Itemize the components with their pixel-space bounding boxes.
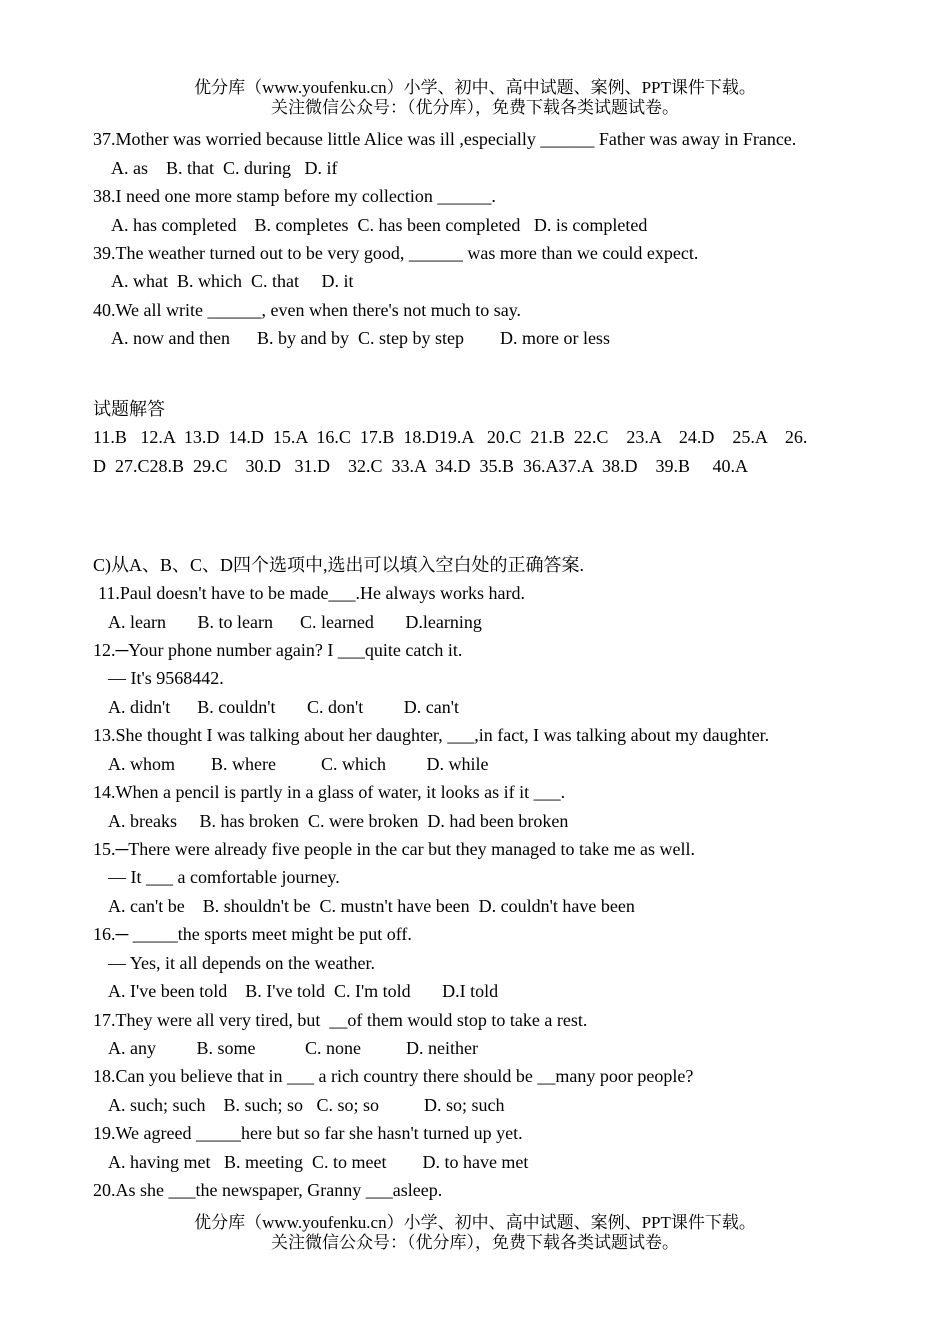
question-37: 37.Mother was worried because little Alice was ill ,especially ______ Father was away in France.: [93, 129, 797, 149]
question-11: 11.Paul doesn't have to be made___.He always works hard.: [98, 583, 525, 603]
footer-line-1: 优分库（www.youfenku.cn）小学、初中、高中试题、案例、PPT课件下载。: [194, 1213, 756, 1232]
footer-line-2: 关注微信公众号：（优分库），免费下载各类试题试卷。: [271, 1233, 679, 1252]
options-12: A. didn't B. couldn't C. don't D. can't: [108, 697, 459, 717]
options-17: A. any B. some C. none D. neither: [108, 1038, 478, 1058]
section-c-instruction: C)从A、B、C、D四个选项中,选出可以填入空白处的正确答案.: [93, 555, 585, 575]
options-15: A. can't be B. shouldn't be C. mustn't have been D. couldn't have been: [108, 896, 635, 916]
options-13: A. whom B. where C. which D. while: [108, 754, 489, 774]
options-38: A. has completed B. completes C. has been completed D. is completed: [111, 215, 648, 235]
question-15: 15.─There were already five people in the car but they managed to take me as well.: [93, 839, 695, 859]
question-39: 39.The weather turned out to be very good, ______ was more than we could expect.: [93, 243, 699, 263]
dialogue-12: — It's 9568442.: [108, 668, 224, 688]
dialogue-15: — It ___ a comfortable journey.: [108, 867, 340, 887]
options-16: A. I've been told B. I've told C. I'm told D.I told: [108, 981, 499, 1001]
answer-key-line-2: D 27.C28.B 29.C 30.D 31.D 32.C 33.A 34.D 35.B 36.A37.A 38.D 39.B 40.A: [93, 456, 749, 476]
header-line-1: 优分库（www.youfenku.cn）小学、初中、高中试题、案例、PPT课件下载。: [194, 78, 756, 97]
question-38: 38.I need one more stamp before my collection ______.: [93, 186, 496, 206]
options-11: A. learn B. to learn C. learned D.learning: [108, 612, 482, 632]
answer-key-title: 试题解答: [93, 399, 165, 419]
question-16: 16.─ _____the sports meet might be put off.: [93, 924, 412, 944]
options-39: A. what B. which C. that D. it: [111, 271, 354, 291]
options-40: A. now and then B. by and by C. step by step D. more or less: [111, 328, 610, 348]
question-19: 19.We agreed _____here but so far she hasn't turned up yet.: [93, 1123, 523, 1143]
dialogue-16: — Yes, it all depends on the weather.: [108, 953, 375, 973]
question-20: 20.As she ___the newspaper, Granny ___asleep.: [93, 1180, 443, 1200]
question-12: 12.─Your phone number again? I ___quite catch it.: [93, 640, 463, 660]
question-40: 40.We all write ______, even when there's not much to say.: [93, 300, 522, 320]
question-13: 13.She thought I was talking about her daughter, ___,in fact, I was talking about my daughter.: [93, 725, 770, 745]
question-14: 14.When a pencil is partly in a glass of water, it looks as if it ___.: [93, 782, 566, 802]
answer-key-line-1: 11.B 12.A 13.D 14.D 15.A 16.C 17.B 18.D19.A 20.C 21.B 22.C 23.A 24.D 25.A 26.: [93, 427, 808, 447]
options-19: A. having met B. meeting C. to meet D. to have met: [108, 1152, 529, 1172]
options-14: A. breaks B. has broken C. were broken D. had been broken: [108, 811, 569, 831]
question-18: 18.Can you believe that in ___ a rich country there should be __many poor people?: [93, 1066, 694, 1086]
question-17: 17.They were all very tired, but __of them would stop to take a rest.: [93, 1010, 588, 1030]
header-line-2: 关注微信公众号：（优分库），免费下载各类试题试卷。: [271, 98, 679, 117]
options-18: A. such; such B. such; so C. so; so D. so; such: [108, 1095, 505, 1115]
options-37: A. as B. that C. during D. if: [111, 158, 338, 178]
